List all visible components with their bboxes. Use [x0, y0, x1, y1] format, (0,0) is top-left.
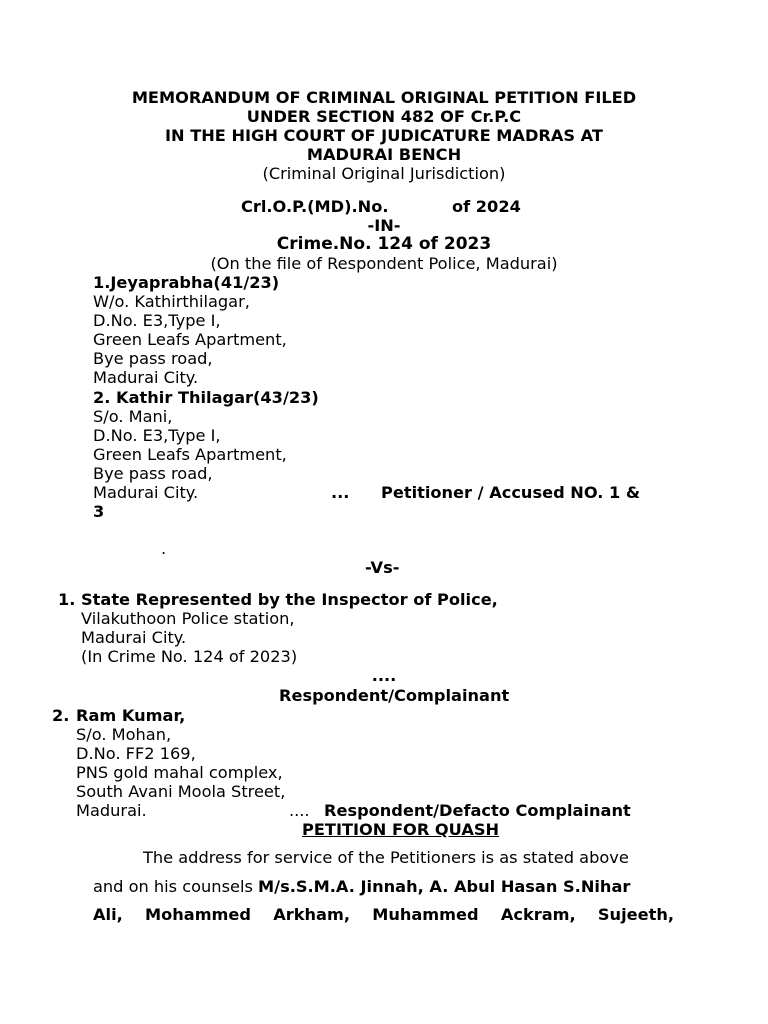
- counsel-names: M/s.S.M.A. Jinnah, A. Abul Hasan S.Nihar: [258, 877, 631, 896]
- crl-op-label: Crl.O.P.(MD).No.: [241, 197, 389, 216]
- heading-line-2: UNDER SECTION 482 OF Cr.P.C: [246, 107, 522, 126]
- respondent-2-address-line: South Avani Moola Street,: [76, 782, 286, 801]
- respondent-2-address-line: D.No. FF2 169,: [76, 744, 196, 763]
- respondent-1-dots: ....: [371, 666, 397, 685]
- petitioner-1-address-line: Madurai City.: [93, 368, 199, 387]
- in-label: -IN-: [367, 216, 401, 235]
- jurisdiction: (Criminal Original Jurisdiction): [262, 164, 506, 183]
- respondent-2-role: Respondent/Defacto Complainant: [324, 801, 631, 820]
- petitioner-2-address-line: Green Leafs Apartment,: [93, 445, 287, 464]
- counsel-word: Sujeeth,: [597, 905, 674, 924]
- counsel-names-continued: [93, 905, 674, 924]
- respondent-1-address-line: Madurai City.: [81, 628, 187, 647]
- petitioner-1-address-line: Bye pass road,: [93, 349, 213, 368]
- respondent-2-address-line: PNS gold mahal complex,: [76, 763, 283, 782]
- stray-dot: .: [161, 539, 167, 558]
- petitioner-role: Petitioner / Accused NO. 1 &: [381, 483, 641, 502]
- respondent-1-number: 1.: [58, 590, 76, 609]
- petitioner-2-address-line: S/o. Mani,: [93, 407, 173, 426]
- petitioner-role-continued: 3: [93, 502, 105, 521]
- petitioner-1-address-line: Green Leafs Apartment,: [93, 330, 287, 349]
- respondent-1-address-line: (In Crime No. 124 of 2023): [81, 647, 298, 666]
- respondent-1-name: State Represented by the Inspector of Police,: [81, 590, 498, 609]
- respondent-1-role: Respondent/Complainant: [279, 686, 510, 705]
- respondent-2-address-line: S/o. Mohan,: [76, 725, 172, 744]
- counsel-word: Ackram,: [500, 905, 576, 924]
- petitioner-dots: ...: [331, 483, 350, 502]
- counsel-word: Mohammed: [145, 905, 251, 924]
- petitioner-2-name: 2. Kathir Thilagar(43/23): [93, 388, 319, 407]
- petitioner-2-address-line: Bye pass road,: [93, 464, 213, 483]
- respondent-2-dots: ....: [289, 801, 310, 820]
- counsel-word: Arkham,: [273, 905, 350, 924]
- heading-line-4: MADURAI BENCH: [306, 145, 462, 164]
- petitioner-1-address-line: W/o. Kathirthilagar,: [93, 292, 250, 311]
- petitioner-1-name: 1.Jeyaprabha(41/23): [93, 273, 280, 292]
- respondent-1-address-line: Vilakuthoon Police station,: [81, 609, 295, 628]
- petition-title: PETITION FOR QUASH: [302, 820, 500, 839]
- crime-number: Crime.No. 124 of 2023: [276, 234, 492, 254]
- heading-line-3: IN THE HIGH COURT OF JUDICATURE MADRAS AT: [165, 126, 603, 145]
- body-line-2-text: and on his counsels: [93, 877, 259, 896]
- body-line-1: The address for service of the Petitioners is as stated above: [143, 848, 629, 867]
- petitioner-2-address-line: Madurai City.: [93, 483, 199, 502]
- on-file-note: (On the file of Respondent Police, Madurai): [210, 254, 558, 273]
- body-line-2: [93, 877, 630, 896]
- counsel-word: Ali,: [93, 905, 123, 924]
- respondent-2-address-line: Madurai.: [76, 801, 147, 820]
- respondent-2-number: 2.: [52, 706, 70, 725]
- counsel-word: Muhammed: [372, 905, 479, 924]
- respondent-2-name: Ram Kumar,: [76, 706, 186, 725]
- petitioner-2-address-line: D.No. E3,Type I,: [93, 426, 221, 445]
- versus-label: -Vs-: [365, 558, 400, 577]
- heading-line-1: MEMORANDUM OF CRIMINAL ORIGINAL PETITION FILED: [131, 88, 637, 107]
- petitioner-1-address-line: D.No. E3,Type I,: [93, 311, 221, 330]
- crl-op-year: of 2024: [452, 197, 521, 216]
